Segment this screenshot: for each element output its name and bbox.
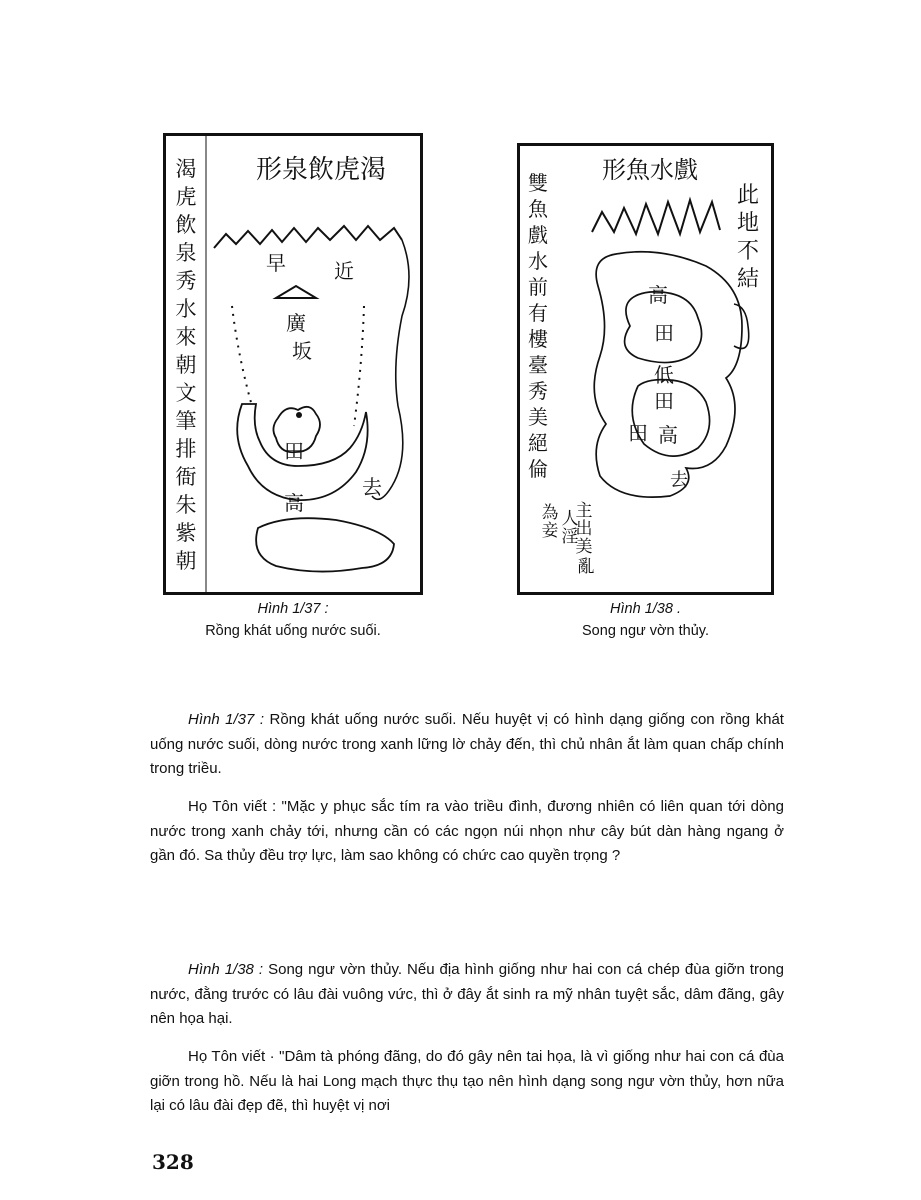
paragraph-text: Rồng khát uống nước suối. Nếu huyệt vị có hình dạng giống con rồng khát uống nước suối, dòng nước trong xanh lững lờ chảy đến, thì chủ nhân ắt làm quan chấp chính trong triều. (150, 711, 784, 777)
caption-number: Hình 1/38 . (610, 601, 681, 617)
label-cjk: 田 (284, 439, 304, 463)
label-cjk: 高 (648, 283, 668, 307)
figure-1-37-caption (163, 598, 423, 642)
label-cjk: 去 (362, 475, 382, 499)
triangle-mound (276, 286, 316, 298)
label-cjk: 早 (266, 251, 286, 275)
label-cjk: 去 (670, 470, 688, 491)
figure-right-text-cjk: 此地不結 (736, 183, 760, 292)
figure-title-cjk: 形魚水戲 (602, 156, 698, 184)
figure-side-text-cjk: 雙魚戲水前有樓臺秀美絕倫 (528, 171, 548, 481)
dot (296, 412, 302, 418)
mountain-ridge (592, 200, 720, 234)
figure-title-cjk: 形泉飲虎渴 (255, 155, 387, 185)
label-cjk: 坂 (292, 339, 312, 363)
paragraph-ho-ton-2 (150, 1045, 784, 1119)
contour-line (372, 240, 409, 499)
caption-text: Song ngư vờn thủy. (582, 623, 709, 639)
paragraph-ho-ton-1 (150, 795, 784, 869)
paragraph-text: Họ Tôn viết : "Mặc y phục sắc tím ra vào triều đình, đương nhiên có liên quan tới dòng nước trong xanh chảy tới, nhưng cần có các ngọn núi nhọn như cây bút dàn hàng ngang ở gần đó. Sa thủy đều trợ lực, làm sao không có chức cao quyền trọng ? (150, 798, 784, 864)
figure-1-37-illustration (166, 136, 420, 592)
label-cjk: 高 (658, 423, 678, 447)
paragraph-figure-1-37 (150, 708, 784, 782)
label-cjk: 田 (654, 321, 674, 345)
bottom-pool (256, 518, 394, 571)
label-cjk: 近 (334, 259, 354, 283)
label-cjk: 田 (628, 421, 648, 445)
label-cjk: 低 (654, 363, 674, 387)
figure-1-38 (517, 143, 774, 595)
figure-1-38-illustration (520, 146, 771, 592)
paragraph-text: Song ngư vờn thủy. Nếu địa hình giống như hai con cá chép đùa giỡn trong nước, đằng trước có lâu đài vuông vức, thì ở đây ắt sinh ra mỹ nhân tuyệt sắc, dâm đãng, gây nên họa hại. (150, 961, 784, 1027)
label-cjk: 廣 (286, 311, 306, 335)
label-cjk: 高 (284, 491, 304, 515)
paragraph-text: Họ Tôn viết · "Dâm tà phóng đãng, do đó gây nên tai họa, là vì giống như hai con cá đùa giỡn trong hồ. Nếu là hai Long mạch thực thụ tạo nên hình dạng song ngư vờn thủy, hơn nữa lại có lâu đài đẹp đẽ, thì huyệt vị nơi (150, 1048, 784, 1114)
caption-number: Hình 1/37 : (257, 601, 329, 617)
paragraph-lead: Hình 1/38 : (188, 961, 264, 978)
paragraph-lead: Hình 1/37 : (188, 711, 265, 728)
figure-side-text-cjk: 渴虎飲泉秀水來朝文筆排衙朱紫朝 (175, 157, 197, 573)
paragraph-figure-1-38 (150, 958, 784, 1032)
figure-bottom-text-cjk: 主出美人淫亂為妾 (541, 501, 595, 577)
figure-1-37 (163, 133, 423, 595)
dotted-line (354, 306, 364, 426)
figure-1-38-caption (517, 598, 774, 642)
page-number: 328 (152, 1150, 194, 1174)
caption-text: Rồng khát uống nước suối. (205, 623, 381, 639)
mountain-ridge (214, 226, 402, 248)
dotted-line (232, 306, 252, 406)
label-cjk: 田 (654, 389, 674, 413)
